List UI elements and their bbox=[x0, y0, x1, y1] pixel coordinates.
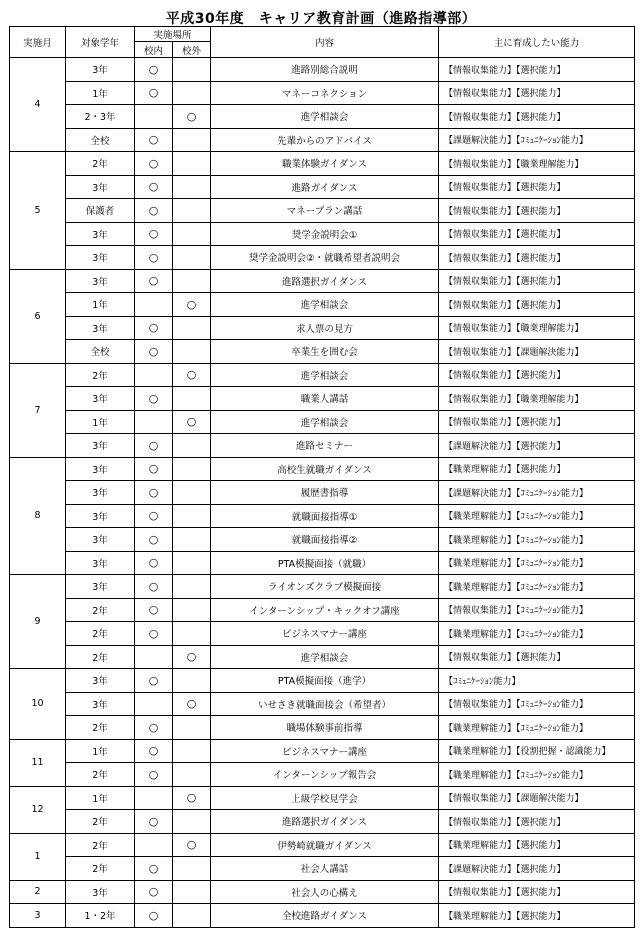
table-row bbox=[10, 598, 635, 622]
content-cell: 求人票の見方 bbox=[211, 316, 439, 340]
outside-mark-cell bbox=[173, 739, 211, 763]
grade-cell: 3年 bbox=[66, 58, 135, 82]
ability-cell: 【情報収集能力】【課題解決能力】 bbox=[439, 340, 635, 364]
ability-cell: 【課題解決能力】【選択能力】 bbox=[439, 857, 635, 881]
outside-mark-cell bbox=[173, 669, 211, 693]
ability-cell: 【情報収集能力】【選択能力】 bbox=[439, 105, 635, 129]
grade-cell: 2・3年 bbox=[66, 105, 135, 129]
inside-mark-cell: ○ bbox=[135, 622, 173, 646]
content-cell: 進路ガイダンス bbox=[211, 175, 439, 199]
ability-cell: 【職業理解能力】【選択能力】 bbox=[439, 457, 635, 481]
inside-mark-cell: ○ bbox=[135, 481, 173, 505]
table-row bbox=[10, 880, 635, 904]
content-cell: 就職面接指導② bbox=[211, 528, 439, 552]
outside-mark-cell: ○ bbox=[173, 410, 211, 434]
month-cell: 1 bbox=[10, 833, 66, 880]
outside-mark-cell bbox=[173, 128, 211, 152]
inside-mark-cell: ○ bbox=[135, 669, 173, 693]
ability-cell: 【情報収集能力】【選択能力】 bbox=[439, 175, 635, 199]
content-cell: 社会人の心構え bbox=[211, 880, 439, 904]
inside-mark-cell: ○ bbox=[135, 387, 173, 411]
table-row bbox=[10, 904, 635, 928]
table-row bbox=[10, 340, 635, 364]
outside-mark-cell bbox=[173, 810, 211, 834]
grade-cell: 2年 bbox=[66, 833, 135, 857]
content-cell: マネーコネクション bbox=[211, 81, 439, 105]
ability-cell: 【情報収集能力】【選択能力】 bbox=[439, 880, 635, 904]
month-cell: 6 bbox=[10, 269, 66, 363]
ability-cell: 【情報収集能力】【ｺﾐｭﾆｹｰｼｮﾝ能力】 bbox=[439, 598, 635, 622]
inside-mark-cell: ○ bbox=[135, 199, 173, 223]
inside-mark-cell: ○ bbox=[135, 598, 173, 622]
grade-cell: 2年 bbox=[66, 152, 135, 176]
ability-cell: 【職業理解能力】【ｺﾐｭﾆｹｰｼｮﾝ能力】 bbox=[439, 575, 635, 599]
grade-cell: 1年 bbox=[66, 739, 135, 763]
table-row bbox=[10, 551, 635, 575]
inside-mark-cell bbox=[135, 105, 173, 129]
grade-cell: 2年 bbox=[66, 763, 135, 787]
outside-mark-cell bbox=[173, 622, 211, 646]
grade-cell: 3年 bbox=[66, 880, 135, 904]
ability-cell: 【職業理解能力】【役割把握・認識能力】 bbox=[439, 739, 635, 763]
outside-mark-cell bbox=[173, 316, 211, 340]
ability-cell: 【情報収集能力】【選択能力】 bbox=[439, 81, 635, 105]
header-row bbox=[10, 27, 635, 42]
table-row bbox=[10, 128, 635, 152]
month-cell: 9 bbox=[10, 575, 66, 669]
table-row bbox=[10, 786, 635, 810]
content-cell: インターンシップ報告会 bbox=[211, 763, 439, 787]
inside-mark-cell bbox=[135, 363, 173, 387]
content-cell: PTA模擬面接（進学） bbox=[211, 669, 439, 693]
table-row bbox=[10, 363, 635, 387]
grade-cell: 3年 bbox=[66, 669, 135, 693]
grade-cell: 3年 bbox=[66, 222, 135, 246]
content-cell: 伊勢崎就職ガイダンス bbox=[211, 833, 439, 857]
inside-mark-cell: ○ bbox=[135, 246, 173, 270]
outside-mark-cell bbox=[173, 575, 211, 599]
inside-mark-cell: ○ bbox=[135, 504, 173, 528]
outside-mark-cell bbox=[173, 81, 211, 105]
inside-mark-cell: ○ bbox=[135, 58, 173, 82]
month-cell: 3 bbox=[10, 904, 66, 928]
inside-mark-cell: ○ bbox=[135, 575, 173, 599]
content-cell: 進学相談会 bbox=[211, 105, 439, 129]
inside-mark-cell bbox=[135, 410, 173, 434]
table-row bbox=[10, 716, 635, 740]
ability-cell: 【情報収集能力】【選択能力】 bbox=[439, 246, 635, 270]
grade-cell: 2年 bbox=[66, 363, 135, 387]
inside-mark-cell: ○ bbox=[135, 457, 173, 481]
ability-cell: 【ｺﾐｭﾆｹｰｼｮﾝ能力】 bbox=[439, 669, 635, 693]
grade-cell: 2年 bbox=[66, 857, 135, 881]
outside-mark-cell bbox=[173, 269, 211, 293]
grade-cell: 1年 bbox=[66, 81, 135, 105]
content-cell: 職業体験ガイダンス bbox=[211, 152, 439, 176]
table-row bbox=[10, 669, 635, 693]
table-row bbox=[10, 246, 635, 270]
inside-mark-cell: ○ bbox=[135, 81, 173, 105]
grade-cell: 2年 bbox=[66, 716, 135, 740]
outside-mark-cell: ○ bbox=[173, 293, 211, 317]
grade-cell: 3年 bbox=[66, 457, 135, 481]
content-cell: 進路セミナー bbox=[211, 434, 439, 458]
grade-cell: 3年 bbox=[66, 481, 135, 505]
grade-cell: 3年 bbox=[66, 175, 135, 199]
inside-mark-cell bbox=[135, 692, 173, 716]
grade-cell: 3年 bbox=[66, 528, 135, 552]
table-row bbox=[10, 645, 635, 669]
month-cell: 4 bbox=[10, 58, 66, 152]
inside-mark-cell bbox=[135, 645, 173, 669]
outside-mark-cell bbox=[173, 504, 211, 528]
grade-cell: 3年 bbox=[66, 316, 135, 340]
ability-cell: 【情報収集能力】【選択能力】 bbox=[439, 199, 635, 223]
grade-cell: 2年 bbox=[66, 598, 135, 622]
content-cell: 奨学金説明会②・就職希望者説明会 bbox=[211, 246, 439, 270]
outside-mark-cell bbox=[173, 152, 211, 176]
ability-cell: 【情報収集能力】【選択能力】 bbox=[439, 58, 635, 82]
ability-cell: 【職業理解能力】【ｺﾐｭﾆｹｰｼｮﾝ能力】 bbox=[439, 716, 635, 740]
ability-cell: 【情報収集能力】【職業理解能力】 bbox=[439, 387, 635, 411]
ability-cell: 【情報収集能力】【課題解決能力】 bbox=[439, 786, 635, 810]
inside-mark-cell: ○ bbox=[135, 551, 173, 575]
inside-mark-cell: ○ bbox=[135, 739, 173, 763]
table-row bbox=[10, 528, 635, 552]
ability-cell: 【情報収集能力】【選択能力】 bbox=[439, 293, 635, 317]
outside-mark-cell: ○ bbox=[173, 786, 211, 810]
month-cell: 5 bbox=[10, 152, 66, 270]
inside-mark-cell: ○ bbox=[135, 763, 173, 787]
content-cell: 履歴書指導 bbox=[211, 481, 439, 505]
grade-cell: 2年 bbox=[66, 645, 135, 669]
career-plan-table bbox=[9, 26, 635, 928]
inside-mark-cell: ○ bbox=[135, 269, 173, 293]
outside-mark-cell bbox=[173, 58, 211, 82]
table-row bbox=[10, 410, 635, 434]
grade-cell: 全校 bbox=[66, 340, 135, 364]
month-cell: 11 bbox=[10, 739, 66, 786]
header-content: 内容 bbox=[211, 27, 439, 58]
outside-mark-cell bbox=[173, 175, 211, 199]
outside-mark-cell bbox=[173, 763, 211, 787]
content-cell: ビジネスマナー講座 bbox=[211, 622, 439, 646]
table-row bbox=[10, 833, 635, 857]
ability-cell: 【課題解決能力】【ｺﾐｭﾆｹｰｼｮﾝ能力】 bbox=[439, 481, 635, 505]
grade-cell: 1年 bbox=[66, 410, 135, 434]
content-cell: 進学相談会 bbox=[211, 293, 439, 317]
table-row bbox=[10, 504, 635, 528]
table-row bbox=[10, 269, 635, 293]
table-row bbox=[10, 457, 635, 481]
inside-mark-cell: ○ bbox=[135, 222, 173, 246]
content-cell: ライオンズクラブ模擬面接 bbox=[211, 575, 439, 599]
inside-mark-cell: ○ bbox=[135, 128, 173, 152]
outside-mark-cell: ○ bbox=[173, 833, 211, 857]
outside-mark-cell bbox=[173, 246, 211, 270]
grade-cell: 3年 bbox=[66, 269, 135, 293]
content-cell: 進路別総合説明 bbox=[211, 58, 439, 82]
content-cell: 卒業生を囲む会 bbox=[211, 340, 439, 364]
inside-mark-cell: ○ bbox=[135, 880, 173, 904]
table-row bbox=[10, 810, 635, 834]
page-title: 平成30年度 キャリア教育計画（進路指導部） bbox=[165, 11, 477, 27]
outside-mark-cell bbox=[173, 434, 211, 458]
inside-mark-cell: ○ bbox=[135, 434, 173, 458]
table-row bbox=[10, 434, 635, 458]
ability-cell: 【情報収集能力】【選択能力】 bbox=[439, 645, 635, 669]
table-row bbox=[10, 105, 635, 129]
table-row bbox=[10, 175, 635, 199]
table-row bbox=[10, 575, 635, 599]
table-row bbox=[10, 387, 635, 411]
grade-cell: 3年 bbox=[66, 551, 135, 575]
outside-mark-cell bbox=[173, 340, 211, 364]
grade-cell: 2年 bbox=[66, 622, 135, 646]
outside-mark-cell bbox=[173, 528, 211, 552]
content-cell: 社会人講話 bbox=[211, 857, 439, 881]
ability-cell: 【職業理解能力】【ｺﾐｭﾆｹｰｼｮﾝ能力】 bbox=[439, 763, 635, 787]
table-row bbox=[10, 316, 635, 340]
grade-cell: 3年 bbox=[66, 504, 135, 528]
month-cell: 10 bbox=[10, 669, 66, 740]
ability-cell: 【職業理解能力】【ｺﾐｭﾆｹｰｼｮﾝ能力】 bbox=[439, 622, 635, 646]
ability-cell: 【職業理解能力】【ｺﾐｭﾆｹｰｼｮﾝ能力】 bbox=[439, 528, 635, 552]
table-row bbox=[10, 199, 635, 223]
content-cell: 進学相談会 bbox=[211, 363, 439, 387]
ability-cell: 【課題解決能力】【ｺﾐｭﾆｹｰｼｮﾝ能力】 bbox=[439, 128, 635, 152]
ability-cell: 【情報収集能力】【職業理解能力】 bbox=[439, 152, 635, 176]
content-cell: 就職面接指導① bbox=[211, 504, 439, 528]
grade-cell: 3年 bbox=[66, 575, 135, 599]
table-row bbox=[10, 293, 635, 317]
outside-mark-cell bbox=[173, 387, 211, 411]
inside-mark-cell: ○ bbox=[135, 340, 173, 364]
ability-cell: 【情報収集能力】【選択能力】 bbox=[439, 222, 635, 246]
content-cell: 先輩からのアドバイス bbox=[211, 128, 439, 152]
content-cell: 職場体験事前指導 bbox=[211, 716, 439, 740]
table-row bbox=[10, 763, 635, 787]
grade-cell: 保護者 bbox=[66, 199, 135, 223]
table-row bbox=[10, 58, 635, 82]
inside-mark-cell bbox=[135, 293, 173, 317]
ability-cell: 【情報収集能力】【職業理解能力】 bbox=[439, 316, 635, 340]
content-cell: 職業人講話 bbox=[211, 387, 439, 411]
table-row bbox=[10, 739, 635, 763]
inside-mark-cell: ○ bbox=[135, 857, 173, 881]
content-cell: 全校進路ガイダンス bbox=[211, 904, 439, 928]
header-month: 実施月 bbox=[10, 27, 66, 58]
grade-cell: 3年 bbox=[66, 246, 135, 270]
table-row bbox=[10, 152, 635, 176]
outside-mark-cell bbox=[173, 457, 211, 481]
grade-cell: 3年 bbox=[66, 434, 135, 458]
ability-cell: 【職業理解能力】【ｺﾐｭﾆｹｰｼｮﾝ能力】 bbox=[439, 504, 635, 528]
grade-cell: 1年 bbox=[66, 293, 135, 317]
month-cell: 7 bbox=[10, 363, 66, 457]
inside-mark-cell: ○ bbox=[135, 716, 173, 740]
content-cell: 高校生就職ガイダンス bbox=[211, 457, 439, 481]
grade-cell: 1年 bbox=[66, 786, 135, 810]
content-cell: 進学相談会 bbox=[211, 410, 439, 434]
content-cell: ビジネスマナー講座 bbox=[211, 739, 439, 763]
grade-cell: 3年 bbox=[66, 387, 135, 411]
ability-cell: 【情報収集能力】【選択能力】 bbox=[439, 410, 635, 434]
month-cell: 12 bbox=[10, 786, 66, 833]
outside-mark-cell: ○ bbox=[173, 645, 211, 669]
ability-cell: 【情報収集能力】【選択能力】 bbox=[439, 363, 635, 387]
outside-mark-cell bbox=[173, 857, 211, 881]
outside-mark-cell bbox=[173, 598, 211, 622]
month-cell: 2 bbox=[10, 880, 66, 904]
ability-cell: 【職業理解能力】【ｺﾐｭﾆｹｰｼｮﾝ能力】 bbox=[439, 551, 635, 575]
table-row bbox=[10, 622, 635, 646]
header-outside: 校外 bbox=[173, 42, 211, 58]
inside-mark-cell: ○ bbox=[135, 175, 173, 199]
inside-mark-cell bbox=[135, 786, 173, 810]
content-cell: 進路選択ガイダンス bbox=[211, 269, 439, 293]
inside-mark-cell: ○ bbox=[135, 810, 173, 834]
table-row bbox=[10, 481, 635, 505]
inside-mark-cell: ○ bbox=[135, 528, 173, 552]
outside-mark-cell bbox=[173, 880, 211, 904]
content-cell: 進路選択ガイダンス bbox=[211, 810, 439, 834]
grade-cell: 1・2年 bbox=[66, 904, 135, 928]
inside-mark-cell: ○ bbox=[135, 152, 173, 176]
header-ability: 主に育成したい能力 bbox=[439, 27, 635, 58]
ability-cell: 【職業理解能力】【選択能力】 bbox=[439, 833, 635, 857]
header-place: 実施場所 bbox=[135, 27, 211, 42]
grade-cell: 2年 bbox=[66, 810, 135, 834]
grade-cell: 3年 bbox=[66, 692, 135, 716]
inside-mark-cell: ○ bbox=[135, 904, 173, 928]
ability-cell: 【職業理解能力】【選択能力】 bbox=[439, 904, 635, 928]
ability-cell: 【情報収集能力】【選択能力】 bbox=[439, 269, 635, 293]
ability-cell: 【情報収集能力】【ｺﾐｭﾆｹｰｼｮﾝ能力】 bbox=[439, 692, 635, 716]
header-inside: 校内 bbox=[135, 42, 173, 58]
content-cell: いせさき就職面接会（希望者） bbox=[211, 692, 439, 716]
content-cell: マネープラン講話 bbox=[211, 199, 439, 223]
table-row bbox=[10, 692, 635, 716]
ability-cell: 【課題解決能力】【選択能力】 bbox=[439, 434, 635, 458]
outside-mark-cell bbox=[173, 551, 211, 575]
month-cell: 8 bbox=[10, 457, 66, 575]
outside-mark-cell bbox=[173, 222, 211, 246]
table-body bbox=[10, 58, 635, 928]
content-cell: 進学相談会 bbox=[211, 645, 439, 669]
outside-mark-cell bbox=[173, 199, 211, 223]
table-row bbox=[10, 81, 635, 105]
outside-mark-cell bbox=[173, 904, 211, 928]
content-cell: インターンシップ・キックオフ講座 bbox=[211, 598, 439, 622]
outside-mark-cell: ○ bbox=[173, 105, 211, 129]
header-grade: 対象学年 bbox=[66, 27, 135, 58]
ability-cell: 【情報収集能力】【選択能力】 bbox=[439, 810, 635, 834]
table-row bbox=[10, 857, 635, 881]
inside-mark-cell: ○ bbox=[135, 316, 173, 340]
inside-mark-cell bbox=[135, 833, 173, 857]
table-row bbox=[10, 222, 635, 246]
grade-cell: 全校 bbox=[66, 128, 135, 152]
content-cell: 奨学金説明会① bbox=[211, 222, 439, 246]
outside-mark-cell bbox=[173, 716, 211, 740]
outside-mark-cell: ○ bbox=[173, 692, 211, 716]
content-cell: 上級学校見学会 bbox=[211, 786, 439, 810]
content-cell: PTA模擬面接（就職） bbox=[211, 551, 439, 575]
outside-mark-cell: ○ bbox=[173, 363, 211, 387]
outside-mark-cell bbox=[173, 481, 211, 505]
